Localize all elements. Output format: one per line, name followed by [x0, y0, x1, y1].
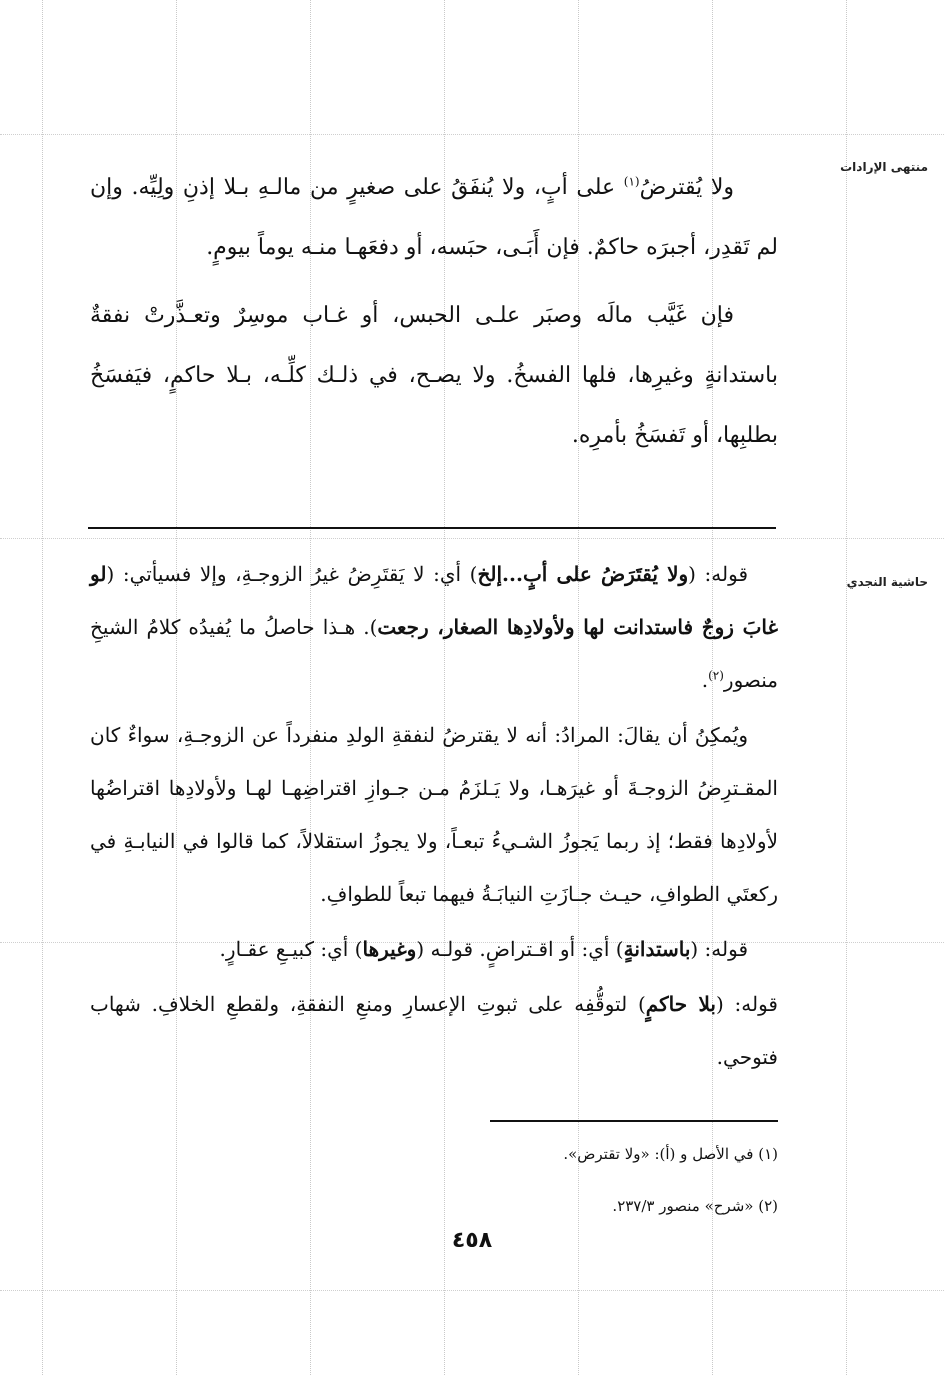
footnote-divider	[490, 1120, 778, 1122]
commentary-paragraph: ويُمكِنُ أن يقالَ: المرادُ: أنه لا يقترضُ لنفقةِ الولدِ منفرداً عن الزوجـةِ، سواءٌ كان المقـترِضُ الزوجـةَ أو غيرَهـا، ولا يَـلزَمُ مـن جـوازِ اقتراضِهـا لهـا ولأولادِها اقتراضُها لأولادِها فقط؛ إذ ربما يَجوزُ الشـيءُ تبعـاً، ولا يجوزُ استقلالاً، كما قالوا في النيابـةِ في ركعتَي الطوافِ، حيـث جـازَتِ النيابَـةُ فيهما تبعاً للطوافِ.	[90, 723, 778, 906]
scan-grid-line	[0, 1290, 944, 1291]
scan-grid-line	[0, 538, 944, 539]
commentary-paragraph	[90, 978, 778, 1084]
section-divider	[88, 527, 776, 529]
margin-label-commentary: حاشية النجدي	[846, 575, 928, 589]
scan-grid-line	[42, 0, 43, 1375]
main-paragraph	[90, 158, 778, 278]
footnote-2: (٢) «شرح» منصور ٢٣٧/٣.	[612, 1197, 778, 1215]
commentary-run: قوله: (	[690, 937, 748, 961]
page-number: ٤٥٨	[451, 1228, 493, 1253]
commentary-run: ). هـذا حاصلُ ما يُفيدُه كلامُ الشيخِ منصور	[90, 615, 778, 692]
quoted-phrase: وغيرها	[362, 937, 417, 961]
main-text	[90, 158, 778, 466]
scan-grid-line	[0, 134, 944, 135]
commentary-paragraph	[90, 548, 778, 707]
quoted-phrase: ولا يُقتَرَضُ على أبٍ...إلخ	[477, 562, 689, 586]
margin-label-main: منتهى الإرادات	[840, 160, 928, 174]
commentary-run: ) أي: لا يَقتَرِضُ غيرُ الزوجـةِ، وإلا فسيأتي: (	[106, 562, 478, 586]
quoted-phrase: لو غابَ زوجٌ فاستدانت لها ولأولادِها الصغار، رجعت	[90, 562, 778, 639]
commentary-run: .	[701, 668, 709, 692]
commentary-run: ) أي: كبيـعِ عقـارٍ.	[219, 937, 363, 961]
quoted-phrase: بلا حاكمٍ	[645, 992, 716, 1016]
quoted-phrase: باستدانةٍ	[623, 937, 691, 961]
commentary-run: ) لتوقُّفِه على ثبوتِ الإعسارِ ومنعِ النفقةِ، ولقطعِ الخلافِ. شهاب فتوحي.	[90, 992, 778, 1069]
commentary-run: قوله: (	[715, 992, 778, 1016]
main-paragraph: فإن غَيَّب مالَه وصبَر علـى الحبس، أو غـاب موسِرٌ وتعـذَّرتْ نفقةٌ باستدانةٍ وغيرِها، فلها الفسخُ. ولا يصـح، في ذلـك كلِّـه، بـلا حاكمٍ، فيَفسَخُ بطلبِها، أو تَفسَخُ بأمرِه.	[90, 303, 778, 448]
footnote-1: (١) في الأصل و (أ): «ولا تقترض».	[563, 1145, 778, 1163]
scan-grid-line	[846, 0, 847, 1375]
footnotes	[90, 1128, 778, 1232]
main-text-run: على أبٍ، ولا يُنفَقُ على صغيرٍ من مالـهِ بـلا إذنِ ولِيِّه. وإن لم تَقدِر، أجبرَه حاكمٌ. فإن أَبَـى، حبَسه، أو دفعَهـا منـه يوماً بيومٍ.	[90, 175, 778, 260]
footnote-ref[interactable]: (١)	[623, 174, 640, 189]
commentary-text	[90, 548, 778, 1084]
commentary-run: قوله: (	[688, 562, 749, 586]
commentary-run: ) أي: أو اقـتراضٍ. قولـه (	[416, 937, 624, 961]
main-text-run: ولا يُقترضُ	[639, 175, 734, 200]
footnote-ref[interactable]: (٢)	[708, 668, 724, 683]
commentary-paragraph	[90, 923, 778, 976]
